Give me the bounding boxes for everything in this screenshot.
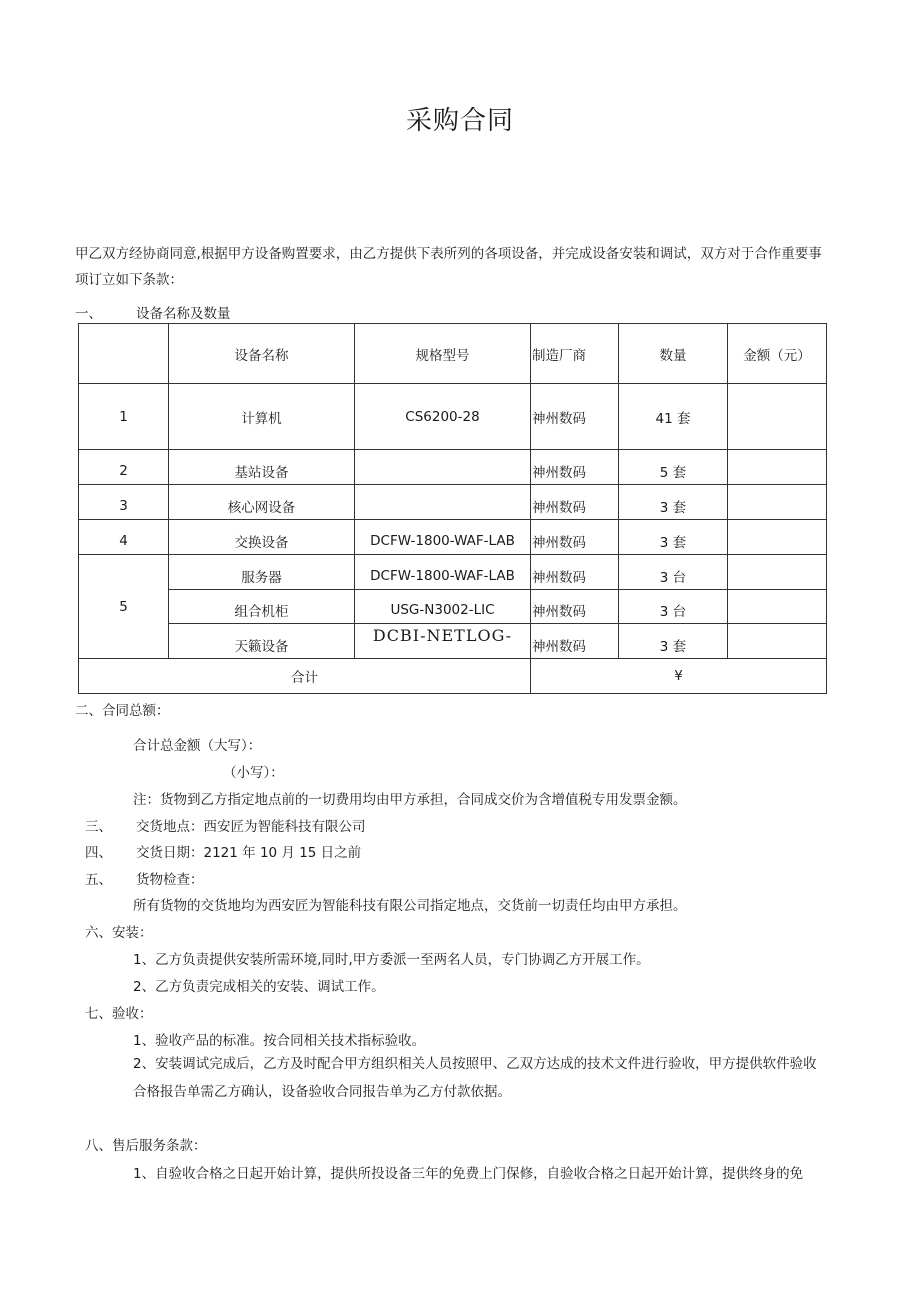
row-amount <box>728 450 827 485</box>
equipment-table <box>78 323 827 694</box>
row-manufacturer: 神州数码 <box>531 520 619 555</box>
table-header-row <box>79 324 827 384</box>
row-equipment-name: 核心网设备 <box>169 485 355 520</box>
header-cell-index <box>79 324 169 384</box>
section-6-label: 六、安装： <box>85 925 153 941</box>
row-number: 1 <box>79 384 169 450</box>
row-amount <box>728 555 827 590</box>
table-row <box>79 590 827 624</box>
acceptance-item-1: 1、验收产品的标准。按合同相关技术指标验收。 <box>133 1033 426 1049</box>
header-cell-quantity: 数量 <box>619 324 728 384</box>
table-row <box>79 520 827 555</box>
row-equipment-name: 交换设备 <box>169 520 355 555</box>
header-cell-model: 规格型号 <box>355 324 531 384</box>
row-quantity: 3 套 <box>619 520 728 555</box>
row-quantity: 41 套 <box>619 384 728 450</box>
row-number: 4 <box>79 520 169 555</box>
row-quantity: 3 台 <box>619 555 728 590</box>
total-amount-lower: （小写）： <box>223 765 284 781</box>
row-manufacturer: 神州数码 <box>531 555 619 590</box>
total-label: 合计 <box>79 659 531 694</box>
row-amount <box>728 624 827 659</box>
row-model: DCFW-1800-WAF-LAB <box>355 520 531 555</box>
table-row <box>79 624 827 659</box>
row-amount <box>728 590 827 624</box>
row-equipment-name: 组合机柜 <box>169 590 355 624</box>
table-total-row <box>79 659 827 694</box>
row-manufacturer: 神州数码 <box>531 450 619 485</box>
row-equipment-name: 计算机 <box>169 384 355 450</box>
section-5-title: 货物检查： <box>136 872 204 888</box>
table-row <box>79 384 827 450</box>
row-amount <box>728 485 827 520</box>
document-title: 采购合同 <box>405 106 514 136</box>
delivery-date: 交货日期：2121 年 10 月 15 日之前 <box>136 845 362 861</box>
table-row <box>79 555 827 590</box>
row-model <box>355 485 531 520</box>
row-manufacturer: 神州数码 <box>531 384 619 450</box>
section-8-label: 八、售后服务条款： <box>85 1138 207 1154</box>
row-quantity: 5 套 <box>619 450 728 485</box>
header-cell-manufacturer: 制造厂商 <box>531 324 619 384</box>
row-model <box>355 450 531 485</box>
contract-note: 注：货物到乙方指定地点前的一切费用均由甲方承担，合同成交价为含增值税专用发票金额。 <box>133 792 687 808</box>
row-manufacturer: 神州数码 <box>531 485 619 520</box>
row-number: 2 <box>79 450 169 485</box>
table-row <box>79 450 827 485</box>
row-model: CS6200-28 <box>355 384 531 450</box>
total-value: ¥ <box>531 659 827 694</box>
section-3-number: 三、 <box>85 819 112 835</box>
row-model: DCFW-1800-WAF-LAB <box>355 555 531 590</box>
delivery-location: 交货地点：西安匠为智能科技有限公司 <box>136 819 366 835</box>
section-1-number: 一、 <box>75 306 102 322</box>
row-equipment-name: 天籁设备 <box>169 624 355 659</box>
row-amount <box>728 384 827 450</box>
row-quantity: 3 台 <box>619 590 728 624</box>
row-equipment-name: 服务器 <box>169 555 355 590</box>
row-model: DCBI-NETLOG- <box>355 624 531 659</box>
section-2-label: 二、合同总额： <box>75 703 170 719</box>
installation-item-1: 1、乙方负责提供安装所需环境,同时,甲方委派一至两名人员，专门协调乙方开展工作。 <box>133 952 650 968</box>
row-quantity: 3 套 <box>619 624 728 659</box>
acceptance-item-2: 2、安装调试完成后，乙方及时配合甲方组织相关人员按照甲、乙双方达成的技术文件进行验收，甲方提供软件验收合格报告单需乙方确认，设备验收合同报告单为乙方付款依据。 <box>133 1056 817 1100</box>
installation-item-2: 2、乙方负责完成相关的安装、调试工作。 <box>133 979 385 995</box>
row-equipment-name: 基站设备 <box>169 450 355 485</box>
row-number: 5 <box>79 555 169 659</box>
section-1-title: 设备名称及数量 <box>136 306 231 322</box>
goods-inspection-text: 所有货物的交货地均为西安匠为智能科技有限公司指定地点，交货前一切责任均由甲方承担。 <box>133 898 687 914</box>
header-cell-amount: 金额（元） <box>728 324 827 384</box>
section-4-number: 四、 <box>85 845 112 861</box>
row-quantity: 3 套 <box>619 485 728 520</box>
row-manufacturer: 神州数码 <box>531 590 619 624</box>
row-amount <box>728 520 827 555</box>
table-row <box>79 485 827 520</box>
row-manufacturer: 神州数码 <box>531 624 619 659</box>
row-model: USG-N3002-LIC <box>355 590 531 624</box>
total-amount-upper: 合计总金额（大写）： <box>133 738 262 754</box>
header-cell-name: 设备名称 <box>169 324 355 384</box>
after-sales-item-1: 1、自验收合格之日起开始计算，提供所投设备三年的免费上门保修，自验收合格之日起开始计算，提供终身的免 <box>133 1166 804 1182</box>
section-5-number: 五、 <box>85 872 112 888</box>
intro-paragraph: 甲乙双方经协商同意,根据甲方设备购置要求，由乙方提供下表所列的各项设备，并完成设备安装和调试，双方对于合作重要事项订立如下条款： <box>75 246 822 288</box>
row-number: 3 <box>79 485 169 520</box>
section-7-label: 七、验收： <box>85 1006 153 1022</box>
